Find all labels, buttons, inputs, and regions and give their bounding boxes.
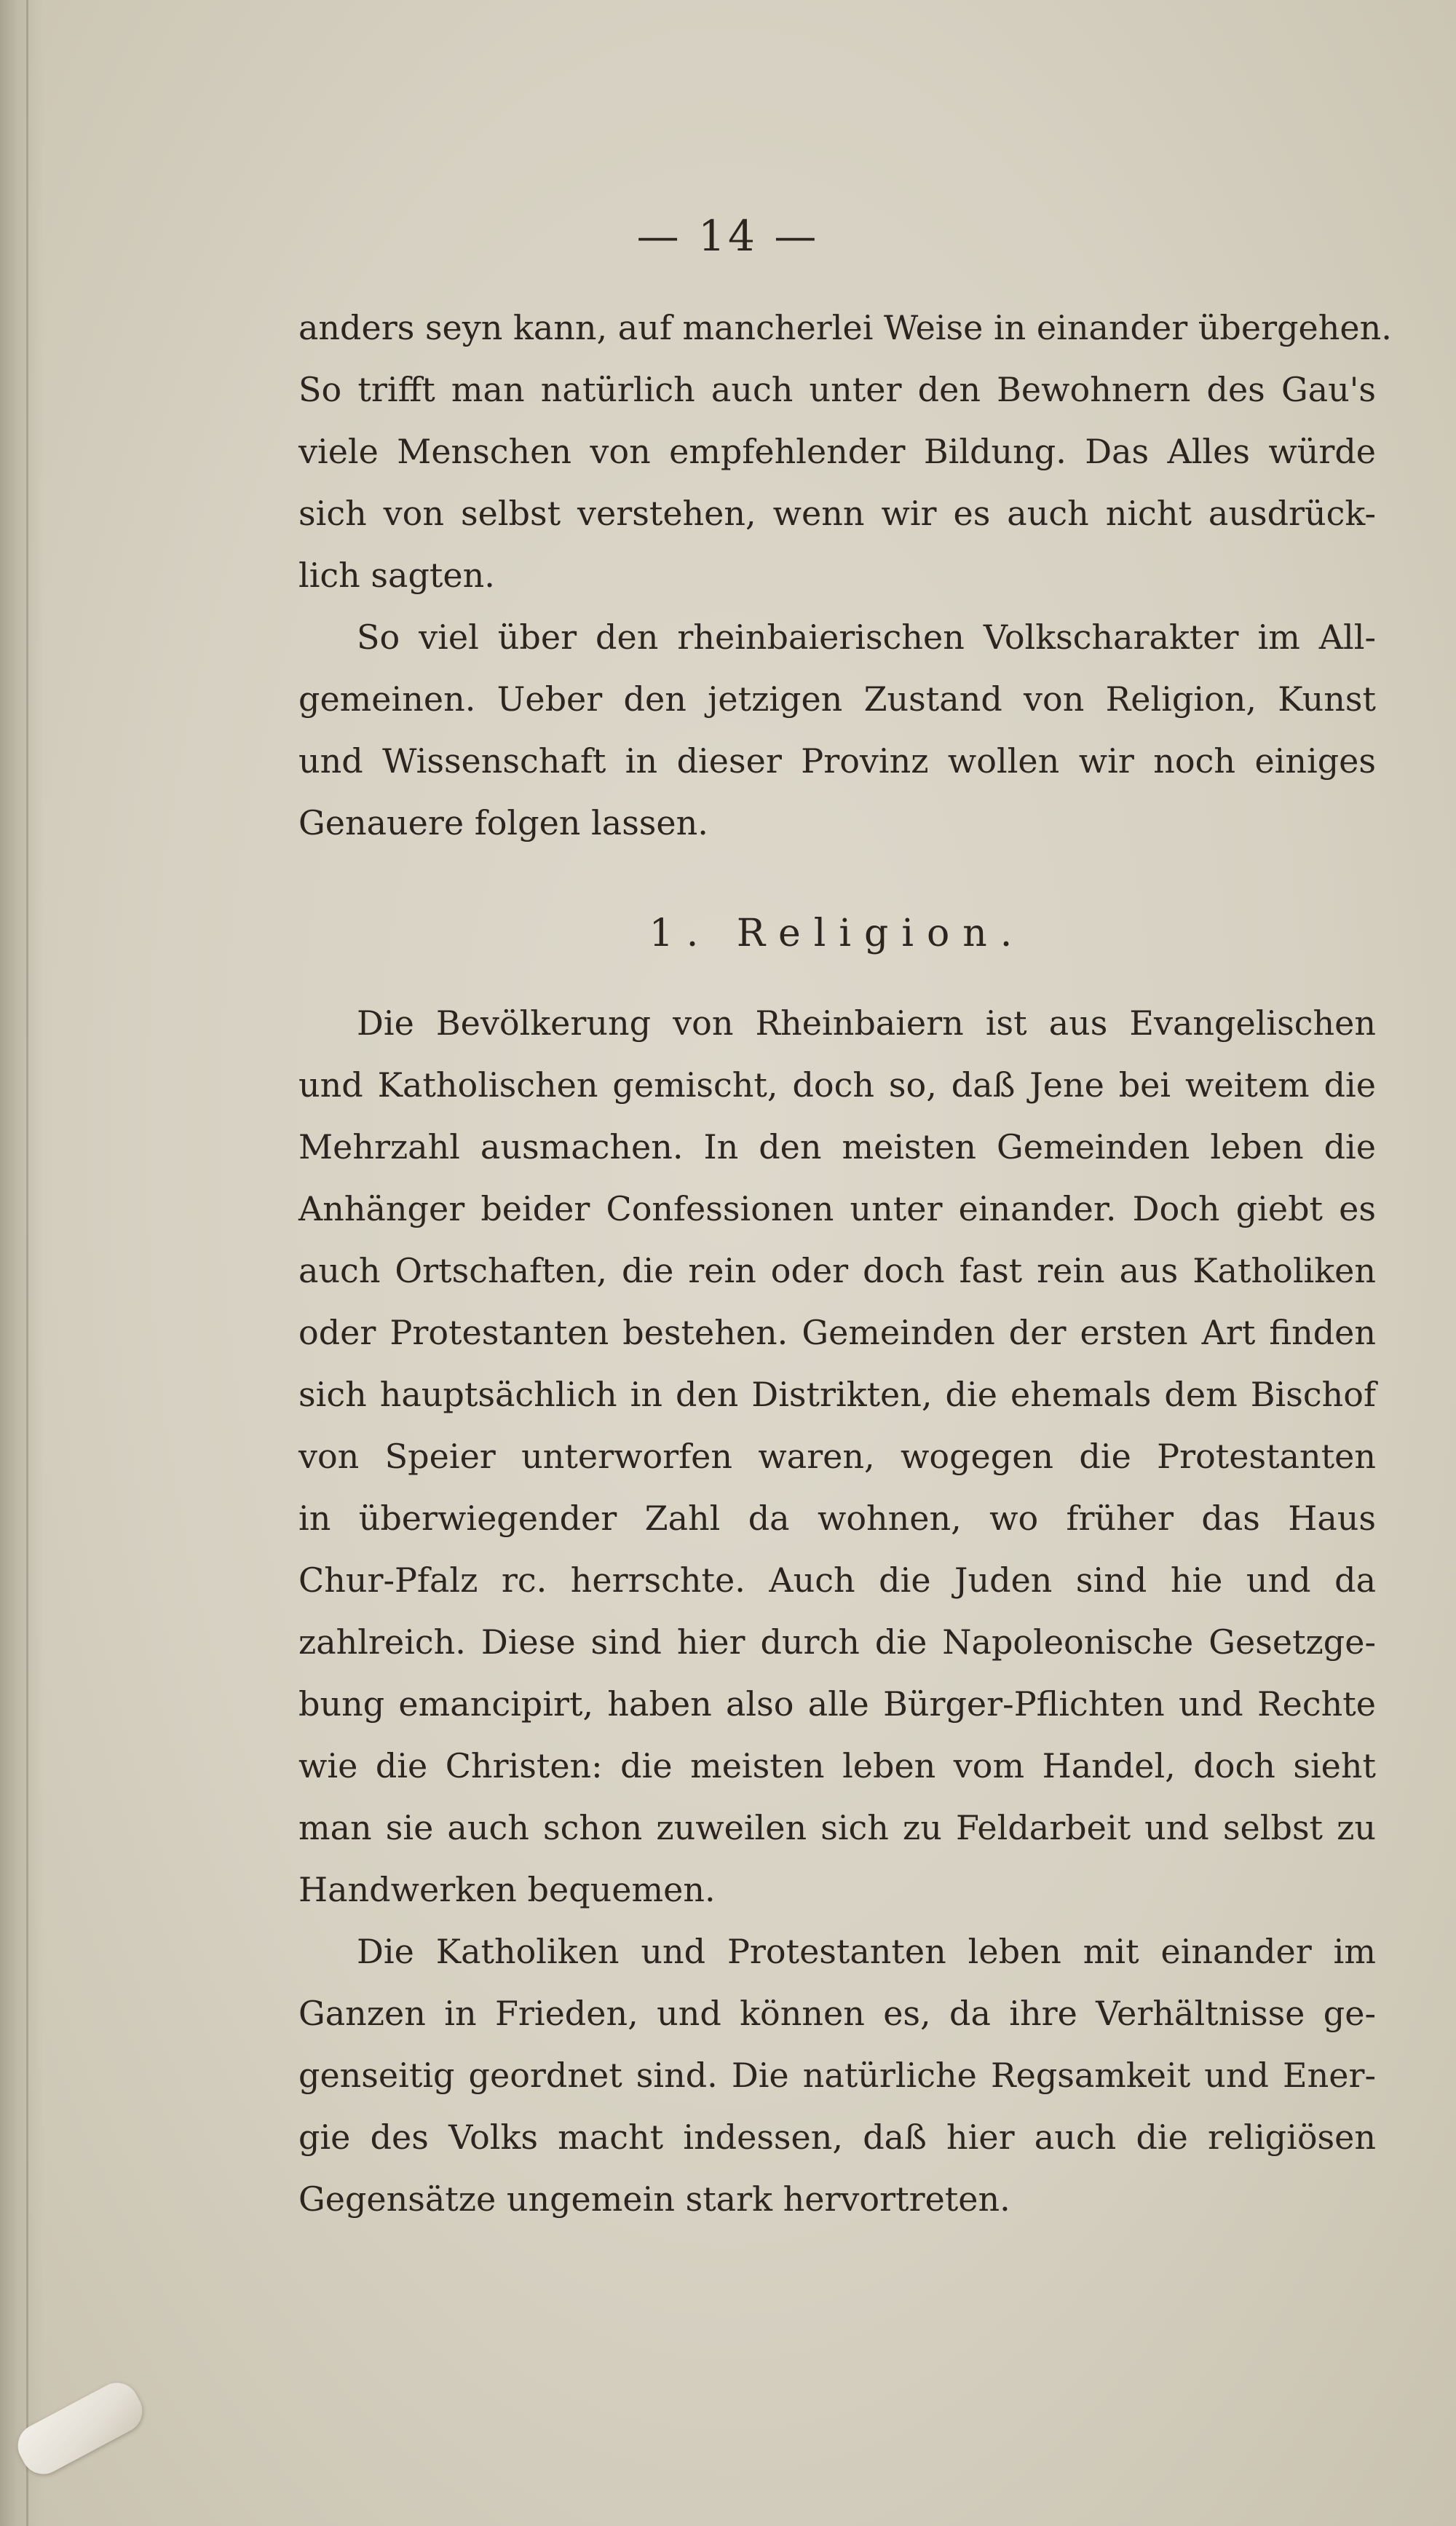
text-line: genseitig geordnet sind. Die natürliche Regsamkeit und Ener- bbox=[298, 2056, 1376, 2095]
text-line: in überwiegender Zahl da wohnen, wo früher das Haus bbox=[298, 1499, 1376, 1538]
text-line: und Katholischen gemischt, doch so, daß Jene bei weitem die bbox=[298, 1065, 1376, 1105]
text-line: anders seyn kann, auf mancherlei Weise in einander übergehen. bbox=[298, 308, 1392, 347]
text-line: auch Ortschaften, die rein oder doch fast rein aus Katholiken bbox=[298, 1251, 1376, 1290]
text-line: wie die Christen: die meisten leben vom Handel, doch sieht bbox=[298, 1746, 1376, 1785]
text-line: gie des Volks macht indessen, daß hier auch die religiösen bbox=[298, 2118, 1376, 2157]
text-line: viele Menschen von empfehlender Bildung. Das Alles würde bbox=[298, 432, 1376, 471]
section-heading: 1. Religion. bbox=[649, 912, 1026, 955]
text-line: man sie auch schon zuweilen sich zu Feldarbeit und selbst zu bbox=[298, 1808, 1376, 1847]
text-line: Mehrzahl ausmachen. In den meisten Gemeinden leben die bbox=[298, 1127, 1376, 1167]
text-line: von Speier unterworfen waren, wogegen die Protestanten bbox=[298, 1437, 1376, 1476]
text-line: gemeinen. Ueber den jetzigen Zustand von Religion, Kunst bbox=[298, 679, 1376, 719]
text-line: und Wissenschaft in dieser Provinz wollen wir noch einiges bbox=[298, 741, 1376, 781]
text-line: Anhänger beider Confessionen unter einander. Doch giebt es bbox=[298, 1189, 1376, 1228]
text-line: zahlreich. Diese sind hier durch die Napoleonische Gesetzge- bbox=[298, 1622, 1376, 1662]
text-line: Die Bevölkerung von Rheinbaiern ist aus Evangelischen bbox=[357, 1003, 1376, 1043]
text-line: Genauere folgen lassen. bbox=[298, 803, 708, 842]
text-line: sich von selbst verstehen, wenn wir es auch nicht ausdrück- bbox=[298, 494, 1376, 533]
text-line: Chur-Pfalz rc. herrschte. Auch die Juden sind hie und da bbox=[298, 1560, 1376, 1600]
text-line: Ganzen in Frieden, und können es, da ihre Verhältnisse ge- bbox=[298, 1994, 1376, 2033]
text-line: Gegensätze ungemein stark hervortreten. bbox=[298, 2179, 1010, 2219]
text-line: So viel über den rheinbaierischen Volkscharakter im All- bbox=[357, 617, 1376, 657]
text-line: Die Katholiken und Protestanten leben mit einander im bbox=[357, 1932, 1376, 1971]
text-line: So trifft man natürlich auch unter den Bewohnern des Gau's bbox=[298, 370, 1376, 409]
text-line: sich hauptsächlich in den Distrikten, die ehemals dem Bischof bbox=[298, 1375, 1376, 1414]
text-line: oder Protestanten bestehen. Gemeinden der ersten Art finden bbox=[298, 1313, 1376, 1352]
page-number: — 14 — bbox=[636, 211, 820, 261]
text-line: bung emancipirt, haben also alle Bürger-Pflichten und Rechte bbox=[298, 1684, 1376, 1724]
text-line: Handwerken bequemen. bbox=[298, 1870, 716, 1909]
text-line: lich sagten. bbox=[298, 556, 495, 595]
gutter-line bbox=[26, 0, 28, 2526]
gutter-shadow bbox=[0, 0, 44, 2526]
